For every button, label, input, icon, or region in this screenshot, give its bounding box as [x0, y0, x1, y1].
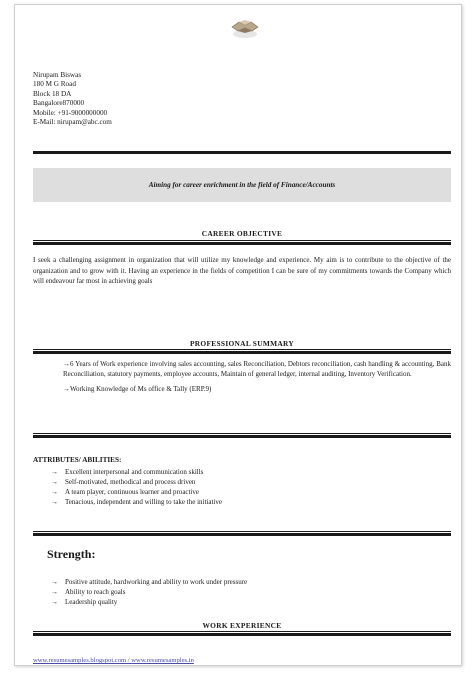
footer-links — [33, 657, 194, 664]
arrow-right-icon: → — [51, 478, 58, 486]
divider — [33, 631, 451, 632]
career-objective-text: I seek a challenging assignment in organization that will utilize my knowledge and experience. My aim is to contribute to the objective of the organization and to grow with it. Having an experience in the fields of competition I can be sure of my commitments towards the Company which will endeavour far most in achieving goals — [33, 256, 451, 286]
divider — [33, 349, 451, 350]
arrow-right-icon: → — [51, 578, 58, 586]
arrow-right-icon: → — [51, 488, 58, 496]
contact-name: Nirupam Biswas — [33, 71, 82, 79]
list-item: → Self-motivated, methodical and process driven — [51, 478, 196, 486]
list-item: → Excellent interpersonal and communication skills — [51, 468, 204, 476]
arrow-right-icon: → — [51, 588, 58, 596]
list-item: → Ability to reach goals — [51, 588, 126, 596]
resume-page — [14, 4, 462, 666]
career-banner — [33, 168, 451, 202]
contact-address-line-2: Block 18 DA — [33, 89, 72, 98]
divider — [33, 435, 451, 438]
arrow-right-icon: → — [51, 598, 58, 606]
list-item: → A team player, continuous learner and proactive — [51, 488, 200, 496]
divider — [33, 633, 451, 636]
footer-link-blog[interactable]: www.resumesamples.blogspot.com — [33, 657, 127, 664]
contact-city: Bangalore870000 — [33, 99, 85, 108]
professional-summary-list — [63, 359, 451, 400]
divider — [33, 351, 451, 354]
contact-email: E-Mail: nirupam@abc.com — [33, 118, 112, 127]
attributes-list — [51, 467, 222, 507]
contact-mobile: Mobile: +91-9000000000 — [33, 108, 108, 117]
contact-block — [33, 71, 112, 127]
footer-link-site[interactable]: www.resumesamples.in — [131, 657, 194, 664]
banner-text: Aiming for career enrichment in the field of Finance/Accounts — [148, 181, 336, 189]
contact-address-line-1: 180 M G Road — [33, 80, 76, 89]
strength-list — [51, 577, 247, 607]
divider — [33, 240, 451, 241]
career-objective-heading: CAREER OBJECTIVE — [201, 229, 283, 238]
list-item: → Positive attitude, hardworking and ability to work under pressure — [51, 578, 248, 586]
list-item: → Tenacious, independent and willing to take the initiative — [51, 498, 222, 506]
arrow-right-icon: → — [51, 468, 58, 476]
handshake-icon — [229, 13, 261, 41]
summary-item: →6 Years of Work experience involving sales accounting, sales Reconciliation, Debtors reconciliation, cash handling & accounting, Bank Reconciliation, statutory payments, employee accounts, Maintain of general ledger, internal auditing, Inventory Verification. — [63, 360, 451, 379]
divider — [33, 531, 451, 532]
divider — [33, 242, 451, 245]
professional-summary-heading: PROFESSIONAL SUMMARY — [189, 339, 295, 348]
attributes-heading: ATTRIBUTES/ ABILITIES: — [33, 456, 122, 464]
arrow-right-icon: → — [51, 498, 58, 506]
divider — [33, 433, 451, 434]
divider — [33, 151, 451, 154]
divider — [33, 533, 451, 536]
footer-separator: / — [126, 657, 132, 664]
list-item: → Leadership quality — [51, 598, 118, 606]
work-experience-heading: WORK EXPERIENCE — [202, 621, 282, 630]
strength-heading: Strength: — [47, 547, 96, 561]
summary-item: →Working Knowledge of Ms office & Tally (ERP.9) — [63, 385, 212, 394]
